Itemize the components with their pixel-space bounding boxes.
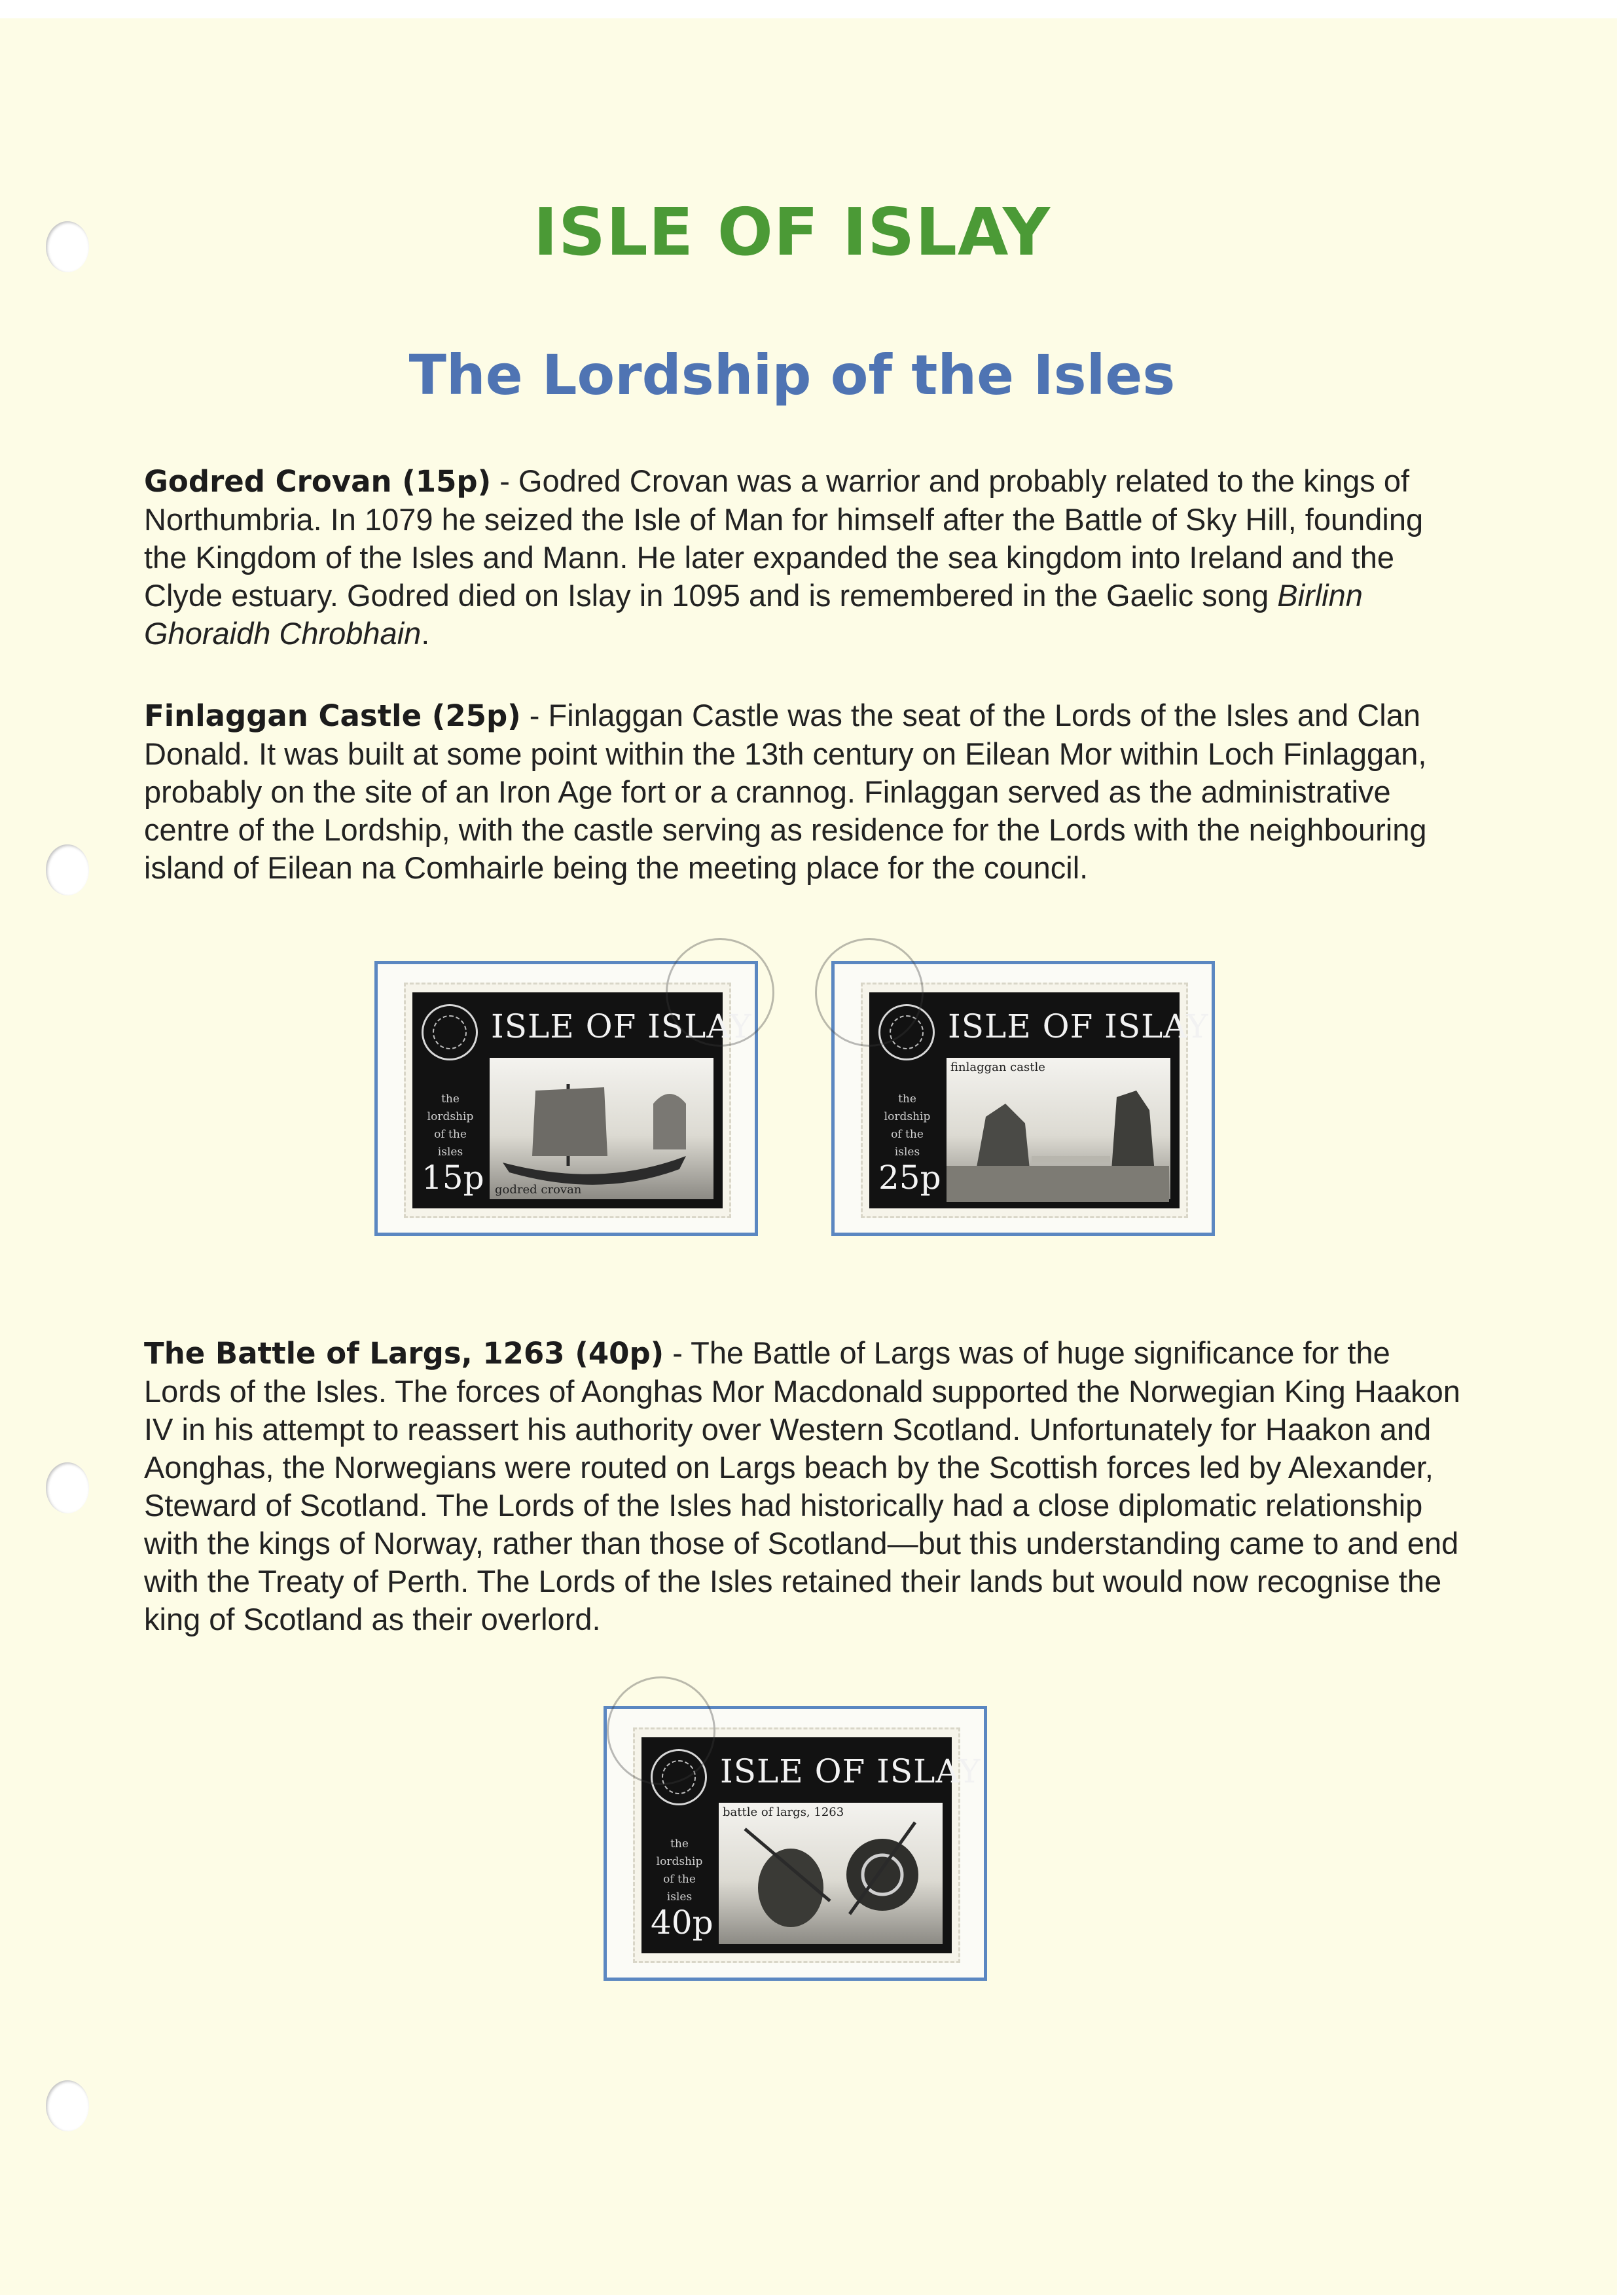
- stamp-caption: godred crovan: [495, 1183, 582, 1197]
- section-heading: Godred Crovan (15p): [144, 464, 492, 499]
- section-heading: Finlaggan Castle (25p): [144, 698, 521, 733]
- battle-scene-icon: [719, 1803, 941, 1947]
- punch-hole: [46, 1462, 89, 1513]
- stamp-country: ISLE OF ISLAY: [491, 1007, 752, 1045]
- punch-hole: [46, 2080, 89, 2131]
- stamp-design: [869, 992, 1209, 1208]
- stamp-picture-longship: [490, 1058, 713, 1199]
- stamp-value: 25p: [878, 1159, 941, 1197]
- stamp-picture-castle: [947, 1058, 1170, 1199]
- stamp-mount-15p: [374, 961, 758, 1236]
- section-text-end: .: [421, 616, 430, 651]
- stamp-series: the lordship of the isles: [427, 1093, 474, 1159]
- section-text: - Finlaggan Castle was the seat of the Lords of the Isles and Clan Donald. It was built at some point within the 13th century on Eilean Mor within Loch Finlaggan, probably on the site of an Iron Age fort or a crannog. Finlaggan served as the administrative centre of the Lordship, with the castle serving as residence for the Lords with the neighbouring island of Eilean na Comhairle being the meeting place for the council.: [144, 698, 1427, 885]
- stamp-country: ISLE OF ISLAY: [720, 1752, 981, 1790]
- section-battle-of-largs: [144, 1334, 1466, 1638]
- section-finlaggan-castle: [144, 696, 1466, 887]
- stamp-series: the lordship of the isles: [884, 1093, 931, 1159]
- stamp-mount-40p: [604, 1706, 987, 1981]
- section-heading: The Battle of Largs, 1263 (40p): [144, 1336, 664, 1371]
- section-text: - The Battle of Largs was of huge significance for the Lords of the Isles. The forces of Aonghas Mor Macdonald supported the Norwegian King Haakon IV in his attempt to reassert his authority over Western Scotland. Unfortunately for Haakon and Aonghas, the Norwegians were routed on Largs beach by the Scottish forces led by Alexander, Steward of Scotland. The Lords of the Isles had historically had a close diplomatic relationship with the kings of Norway, rather than those of Scotland—but this understanding came to and end with the Treaty of Perth. The Lords of the Isles retained their lands but would now recognise the king of Scotland as their overlord.: [144, 1335, 1460, 1636]
- postmark: [607, 1676, 715, 1785]
- stamp-country: ISLE OF ISLAY: [948, 1007, 1209, 1045]
- longship-icon: [490, 1058, 712, 1202]
- stamp-caption: battle of largs, 1263: [723, 1805, 844, 1819]
- section-text: - Godred Crovan was a warrior and probably related to the kings of Northumbria. In 1079 he seized the Isle of Man for himself after the Battle of Sky Hill, founding the Kingdom of the Isles and Mann. He later expanded the sea kingdom into Ireland and the Clyde estuary. Godred died on Islay in 1095 and is remembered in the Gaelic song: [144, 463, 1424, 613]
- postmark: [666, 938, 774, 1047]
- stamp-picture-battle: [719, 1803, 943, 1944]
- stamp-mount-25p: [831, 961, 1215, 1236]
- section-godred-crovan: [144, 462, 1466, 653]
- stamp-value: 15p: [422, 1159, 484, 1197]
- postmark: [815, 938, 924, 1047]
- song-title: Birlinn Ghoraidh Chrobhain: [144, 578, 1363, 651]
- page-subtitle: The Lordship of the Isles: [408, 343, 1176, 407]
- page-title: ISLE OF ISLAY: [533, 194, 1051, 270]
- album-page: [0, 18, 1617, 2295]
- stamp-value: 40p: [651, 1904, 713, 1942]
- seal-icon: [422, 1004, 478, 1060]
- stamp-caption: finlaggan castle: [950, 1060, 1045, 1074]
- stamp-series: the lordship of the isles: [656, 1837, 703, 1904]
- punch-hole: [46, 844, 89, 895]
- castle-ruin-icon: [947, 1058, 1169, 1202]
